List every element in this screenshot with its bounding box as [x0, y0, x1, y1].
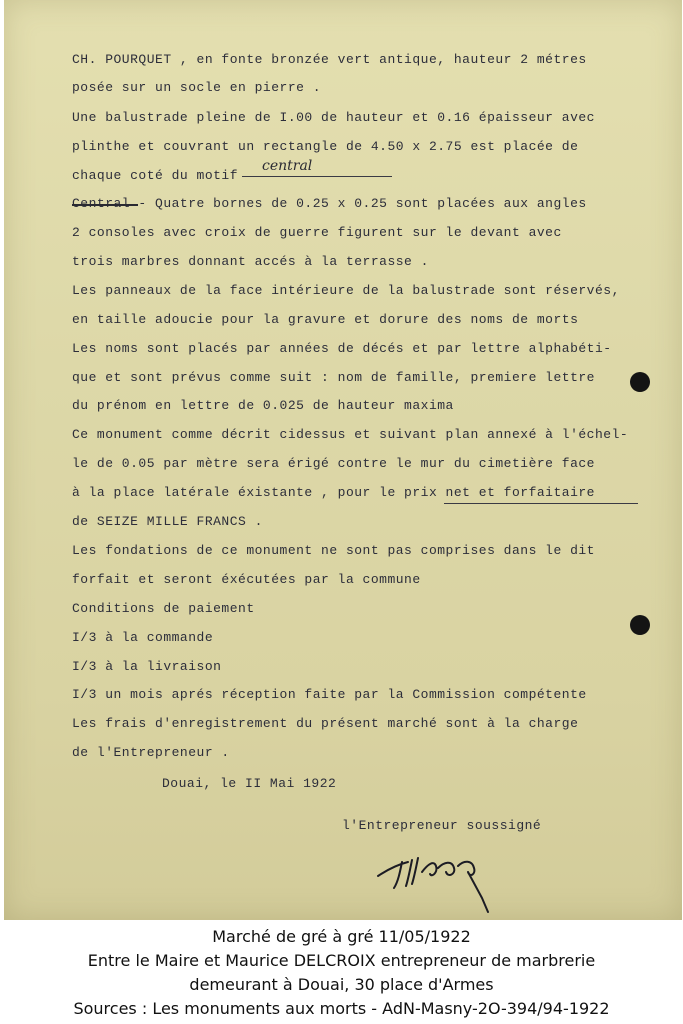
caption-address: demeurant à Douai, 30 place d'Armes	[189, 975, 494, 994]
signatory-line: l'Entrepreneur soussigné	[342, 818, 542, 833]
doc-line-14: Ce monument comme décrit cidessus et suivant plan annexé à l'échel-	[72, 427, 629, 442]
doc-line-23: I/3 un mois aprés réception faite par la Commission compétente	[72, 687, 587, 702]
doc-line-11: Les noms sont placés par années de décés et par lettre alphabéti-	[72, 341, 612, 356]
price-underline	[444, 503, 638, 504]
doc-line-5: chaque coté du motif	[72, 168, 239, 183]
doc-line-21: I/3 à la commande	[72, 630, 214, 645]
doc-line-13: du prénom en lettre de 0.025 de hauteur maxima	[72, 398, 454, 413]
doc-line-9: Les panneaux de la face intérieure de la balustrade sont réservés,	[72, 283, 620, 298]
doc-line-1: CH. POURQUET , en fonte bronzée vert antique, hauteur 2 métres	[72, 52, 587, 67]
strike-central	[72, 204, 138, 206]
caption-parties: Entre le Maire et Maurice DELCROIX entrepreneur de marbrerie	[87, 951, 596, 970]
handwritten-note-central: central	[262, 158, 313, 174]
doc-line-6: Central - Quatre bornes de 0.25 x 0.25 sont placées aux angles	[72, 196, 587, 211]
doc-line-8: trois marbres donnant accés à la terrasse .	[72, 254, 429, 269]
doc-line-17: de SEIZE MILLE FRANCS .	[72, 514, 263, 529]
doc-line-15: le de 0.05 par mètre sera érigé contre le mur du cimetière face	[72, 456, 595, 471]
doc-line-25: de l'Entrepreneur .	[72, 745, 230, 760]
handwritten-underline	[242, 176, 392, 177]
doc-line-12: que et sont prévus comme suit : nom de famille, premiere lettre	[72, 370, 595, 385]
punch-hole-upper	[630, 372, 650, 392]
caption-sources: Sources : Les monuments aux morts - AdN-Masny-2O-394/94-1922	[73, 999, 610, 1018]
caption-title: Marché de gré à gré 11/05/1922	[212, 927, 471, 946]
doc-line-2: posée sur un socle en pierre .	[72, 80, 322, 95]
document-page	[4, 0, 682, 920]
date-line: Douai, le II Mai 1922	[162, 776, 337, 791]
doc-line-16: à la place latérale éxistante , pour le prix net et forfaitaire	[72, 485, 595, 500]
doc-line-19: forfait et seront éxécutées par la commune	[72, 572, 421, 587]
doc-line-4: plinthe et couvrant un rectangle de 4.50 x 2.75 est placée de	[72, 139, 579, 154]
doc-line-18: Les fondations de ce monument ne sont pas comprises dans le dit	[72, 543, 595, 558]
doc-line-22: I/3 à la livraison	[72, 659, 222, 674]
doc-line-24: Les frais d'enregistrement du présent marché sont à la charge	[72, 716, 579, 731]
doc-line-10: en taille adoucie pour la gravure et dorure des noms de morts	[72, 312, 579, 327]
doc-line-20: Conditions de paiement	[72, 601, 255, 616]
doc-line-7: 2 consoles avec croix de guerre figurent sur le devant avec	[72, 225, 562, 240]
punch-hole-lower	[630, 615, 650, 635]
handwritten-signature	[372, 838, 502, 918]
doc-line-3: Une balustrade pleine de I.00 de hauteur et 0.16 épaisseur avec	[72, 110, 595, 125]
